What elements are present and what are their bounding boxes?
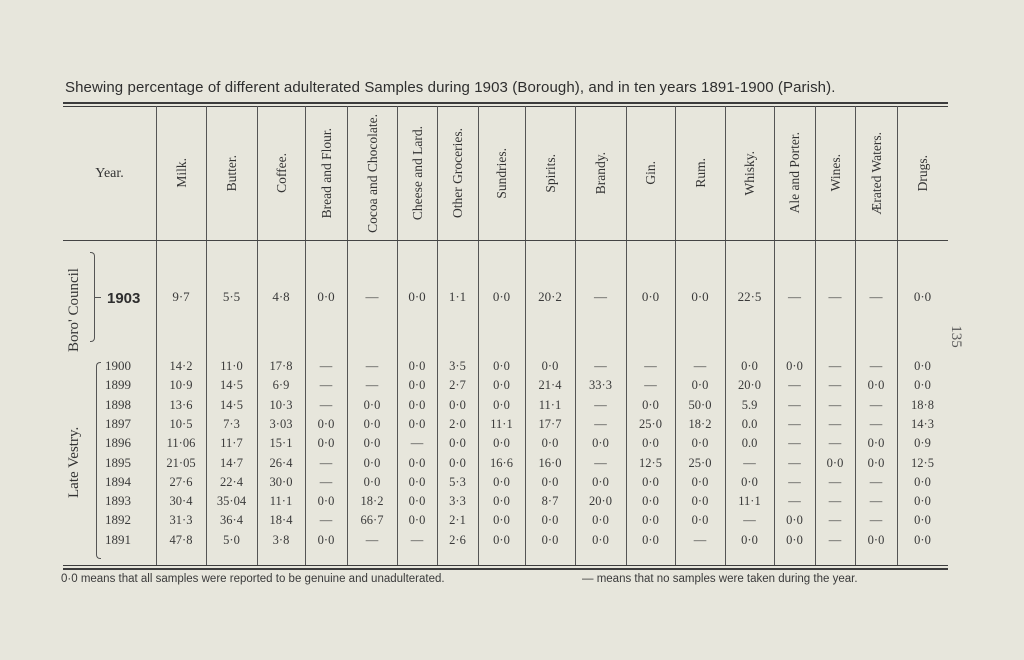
- cell-wines: 0·0: [826, 455, 844, 470]
- column-divider: [626, 106, 627, 240]
- cell-sundries: 0·0: [493, 494, 510, 509]
- column-header-cheese-and-lard: [397, 110, 437, 236]
- column-header-drugs: [897, 110, 948, 236]
- column-header-sundries: [478, 110, 525, 236]
- cell-bread-and-flour: —: [319, 359, 333, 373]
- cell-whisky: —: [743, 455, 756, 470]
- cell-sundries: 0·0: [493, 378, 510, 393]
- row-year: 1894: [105, 473, 131, 489]
- cell-aerated-waters: 0·0: [867, 378, 885, 393]
- row-year: 1892: [105, 512, 131, 528]
- cell-milk: 14·2: [169, 359, 193, 373]
- cell-bread-and-flour: —: [319, 513, 333, 528]
- cell-other-groceries: 1·1: [448, 289, 467, 304]
- cell-other-groceries: 0·0: [449, 436, 466, 451]
- cell-ale-and-porter: 0·0: [786, 359, 803, 373]
- cell-rum: 0·0: [691, 289, 709, 304]
- cell-bread-and-flour: 0·0: [317, 494, 335, 509]
- row-year: 1896: [105, 435, 131, 451]
- cell-coffee: 15·1: [269, 436, 293, 451]
- column-header-gin: [626, 110, 675, 236]
- cell-ale-and-porter: —: [788, 455, 801, 470]
- cell-brandy: 20·0: [589, 494, 612, 509]
- cell-gin: 0·0: [642, 397, 659, 412]
- cell-drugs: 0·0: [914, 378, 931, 393]
- cell-cocoa-and-chocolate: 66·7: [360, 513, 384, 528]
- column-divider: [815, 106, 816, 240]
- cell-rum: 0·0: [691, 494, 709, 509]
- cell-sundries: 0·0: [493, 474, 510, 489]
- cell-wines: —: [828, 397, 842, 412]
- cell-rum: 0·0: [691, 474, 709, 489]
- cell-aerated-waters: —: [869, 397, 883, 412]
- cell-drugs: 0·0: [914, 532, 931, 547]
- cell-coffee: 6·9: [272, 378, 290, 393]
- cell-wines: —: [828, 474, 842, 489]
- cell-butter: 5·5: [222, 289, 241, 304]
- brace-borough-tick: [95, 297, 101, 298]
- cell-whisky: 22·5: [737, 289, 762, 304]
- cell-whisky: 0.0: [741, 416, 758, 431]
- top-rule: [63, 102, 948, 104]
- column-header-aerated-waters: [855, 110, 897, 236]
- column-divider: [525, 106, 526, 240]
- cell-bread-and-flour: —: [319, 378, 333, 393]
- cell-wines: —: [828, 378, 842, 393]
- cell-bread-and-flour: 0·0: [317, 416, 335, 431]
- column-divider: [257, 106, 258, 240]
- column-header-label: Ale and Porter.: [787, 132, 802, 214]
- cell-coffee: 3·03: [269, 416, 293, 431]
- row-year: 1893: [105, 493, 131, 509]
- cell-drugs: 18·8: [911, 397, 934, 412]
- column-divider: [397, 106, 398, 240]
- cell-sundries: 0·0: [492, 289, 511, 304]
- cell-bread-and-flour: 0·0: [317, 289, 335, 304]
- column-divider: [897, 106, 898, 240]
- cell-sundries: 0·0: [493, 397, 510, 412]
- cell-coffee: 4·8: [272, 289, 290, 304]
- cell-drugs: 0·0: [914, 494, 931, 509]
- cell-brandy: 0·0: [592, 474, 609, 489]
- cell-cocoa-and-chocolate: 0·0: [363, 436, 381, 451]
- cell-rum: 0·0: [691, 378, 709, 393]
- column-divider: [347, 106, 348, 240]
- cell-spirits: 0·0: [541, 513, 559, 528]
- row-year: 1897: [105, 415, 131, 431]
- cell-aerated-waters: 0·0: [867, 532, 885, 547]
- column-divider: [774, 106, 775, 240]
- column-divider: [156, 106, 157, 240]
- column-header-label: Drugs.: [915, 154, 930, 192]
- column-divider: [725, 106, 726, 240]
- cell-milk: 30·4: [169, 494, 193, 509]
- row-year: 1900: [105, 358, 131, 373]
- cell-bread-and-flour: —: [319, 455, 333, 470]
- row-year: 1891: [105, 531, 131, 547]
- column-divider: [478, 106, 479, 240]
- year-column-header: Year.: [95, 166, 124, 181]
- column-header-label: Coffee.: [273, 153, 289, 193]
- row-year: 1898: [105, 396, 131, 412]
- cell-butter: 35·04: [216, 494, 247, 509]
- table-title: Shewing percentage of different adulterated Samples during 1903 (Borough), and in ten years 1891-1900 (Parish).: [65, 79, 836, 96]
- column-header-cocoa-and-chocolate: [347, 110, 397, 236]
- cell-cheese-and-lard: 0·0: [408, 397, 426, 412]
- cell-cocoa-and-chocolate: 0·0: [363, 455, 381, 470]
- column-header-label: Cocoa and Chocolate.: [364, 113, 380, 233]
- cell-other-groceries: 0·0: [449, 397, 466, 412]
- cell-gin: 0·0: [642, 494, 659, 509]
- cell-sundries: 11·1: [490, 416, 513, 431]
- cell-butter: 36·4: [220, 513, 243, 528]
- column-header-label: Whisky.: [742, 150, 757, 196]
- column-header-rum: [675, 110, 725, 236]
- bottom-rule-thin: [63, 565, 948, 566]
- group-label-vestry: Late Vestry.: [66, 426, 82, 498]
- cell-cocoa-and-chocolate: 18·2: [360, 494, 384, 509]
- column-header-ale-and-porter: [774, 110, 815, 236]
- cell-spirits: 11·1: [538, 397, 562, 412]
- cell-gin: 0·0: [642, 532, 659, 547]
- column-header-spirits: [525, 110, 575, 236]
- cell-rum: —: [693, 359, 707, 373]
- column-header-label: Gin.: [643, 161, 658, 185]
- cell-cocoa-and-chocolate: —: [365, 289, 379, 304]
- brace-vestry: [96, 362, 101, 559]
- cell-bread-and-flour: 0·0: [317, 436, 335, 451]
- cell-butter: 11·7: [220, 436, 243, 451]
- cell-gin: 12·5: [639, 455, 662, 470]
- column-header-label: Wines.: [827, 154, 843, 192]
- cell-rum: 0·0: [691, 513, 709, 528]
- column-header-label: Rum.: [692, 158, 708, 188]
- cell-gin: —: [644, 378, 657, 393]
- column-header-brandy: [575, 110, 626, 236]
- cell-aerated-waters: —: [869, 494, 883, 509]
- column-header-label: Cheese and Lard.: [409, 125, 425, 221]
- cell-milk: 27·6: [169, 474, 193, 489]
- column-header-label: Other Groceries.: [450, 128, 465, 218]
- cell-cheese-and-lard: 0·0: [408, 474, 426, 489]
- column-header-label: Ærated Waters.: [868, 131, 884, 215]
- cell-butter: 14·7: [220, 455, 243, 470]
- cell-cheese-and-lard: —: [410, 532, 424, 547]
- cell-other-groceries: 5·3: [449, 474, 466, 489]
- bottom-rule: [63, 568, 948, 570]
- cell-ale-and-porter: —: [788, 378, 801, 393]
- cell-milk: 21·05: [166, 455, 196, 470]
- column-header-other-groceries: [437, 110, 478, 236]
- cell-sundries: 0·0: [493, 359, 510, 373]
- cell-butter: 22·4: [220, 474, 243, 489]
- cell-milk: 13·6: [169, 397, 193, 412]
- cell-aerated-waters: —: [869, 474, 883, 489]
- footnote-genuine: 0·0 means that all samples were reported to be genuine and unadulterated.: [61, 573, 445, 585]
- cell-other-groceries: 3·5: [449, 359, 466, 373]
- cell-gin: 0·0: [642, 436, 659, 451]
- cell-milk: 11·06: [166, 436, 196, 451]
- cell-drugs: 0·9: [914, 436, 931, 451]
- cell-wines: —: [828, 532, 842, 547]
- column-header-milk: [156, 110, 206, 236]
- cell-drugs: 12·5: [911, 455, 934, 470]
- cell-other-groceries: 2·0: [449, 416, 466, 431]
- cell-other-groceries: 3·3: [449, 494, 466, 509]
- cell-whisky: 0·0: [741, 474, 758, 489]
- cell-ale-and-porter: —: [788, 397, 801, 412]
- cell-other-groceries: 2·7: [449, 378, 466, 393]
- cell-rum: 18·2: [688, 416, 712, 431]
- borough-year: 1903: [107, 290, 141, 307]
- cell-ale-and-porter: —: [788, 436, 801, 451]
- cell-bread-and-flour: 0·0: [317, 532, 335, 547]
- cell-wines: —: [828, 494, 842, 509]
- cell-sundries: 0·0: [493, 532, 510, 547]
- cell-spirits: 0·0: [541, 359, 559, 373]
- cell-aerated-waters: —: [869, 513, 883, 528]
- cell-brandy: —: [594, 455, 607, 470]
- cell-cheese-and-lard: 0·0: [408, 289, 426, 304]
- column-divider: [437, 106, 438, 240]
- cell-aerated-waters: 0·0: [867, 436, 885, 451]
- cell-brandy: —: [594, 289, 607, 304]
- cell-other-groceries: 0·0: [449, 455, 466, 470]
- cell-sundries: 0·0: [493, 436, 510, 451]
- cell-ale-and-porter: —: [788, 289, 801, 304]
- cell-coffee: 3·8: [272, 532, 290, 547]
- cell-milk: 9·7: [172, 289, 190, 304]
- cell-aerated-waters: —: [869, 289, 883, 304]
- cell-cocoa-and-chocolate: —: [365, 378, 379, 393]
- column-divider: [855, 106, 856, 240]
- cell-spirits: 16·0: [538, 455, 562, 470]
- cell-butter: 14·5: [220, 378, 243, 393]
- cell-brandy: 0·0: [592, 513, 609, 528]
- cell-spirits: 17·7: [538, 416, 562, 431]
- cell-cheese-and-lard: 0·0: [408, 494, 426, 509]
- column-divider: [305, 106, 306, 240]
- cell-drugs: 0·0: [914, 513, 931, 528]
- cell-whisky: 11·1: [738, 494, 761, 509]
- cell-butter: 5·0: [223, 532, 240, 547]
- cell-coffee: 11·1: [269, 494, 293, 509]
- cell-brandy: 0·0: [592, 532, 609, 547]
- cell-gin: 0·0: [642, 474, 659, 489]
- cell-brandy: —: [594, 416, 607, 431]
- cell-whisky: 0.0: [741, 436, 758, 451]
- cell-milk: 31·3: [169, 513, 193, 528]
- cell-ale-and-porter: —: [788, 416, 801, 431]
- cell-rum: —: [693, 532, 707, 547]
- cell-cheese-and-lard: —: [410, 436, 424, 451]
- cell-cocoa-and-chocolate: —: [365, 532, 379, 547]
- cell-gin: 0·0: [641, 289, 660, 304]
- group-label-borough: Boro' Council: [66, 268, 82, 352]
- cell-drugs: 0·0: [914, 474, 931, 489]
- cell-gin: 25·0: [639, 416, 662, 431]
- cell-coffee: 17·8: [269, 359, 293, 373]
- column-header-label: Spirits.: [542, 153, 558, 193]
- column-header-label: Sundries.: [494, 147, 509, 199]
- cell-milk: 47·8: [169, 532, 193, 547]
- column-header-bread-and-flour: [305, 110, 347, 236]
- cell-sundries: 16·6: [490, 455, 513, 470]
- cell-aerated-waters: —: [869, 359, 883, 373]
- column-header-label: Brandy.: [593, 151, 608, 195]
- cell-wines: —: [828, 513, 842, 528]
- page-number: 135: [947, 325, 964, 348]
- cell-cocoa-and-chocolate: —: [365, 359, 379, 373]
- cell-wines: —: [828, 359, 842, 373]
- cell-rum: 25·0: [688, 455, 712, 470]
- cell-brandy: —: [594, 359, 607, 373]
- cell-cheese-and-lard: 0·0: [408, 416, 426, 431]
- cell-cheese-and-lard: 0·0: [408, 378, 426, 393]
- cell-drugs: 0·0: [913, 289, 932, 304]
- cell-butter: 14·5: [220, 397, 243, 412]
- cell-spirits: 20·2: [538, 289, 562, 304]
- cell-whisky: 0·0: [741, 359, 758, 373]
- cell-spirits: 21·4: [538, 378, 562, 393]
- cell-other-groceries: 2·1: [449, 513, 466, 528]
- column-header-label: Bread and Flour.: [318, 127, 334, 219]
- cell-whisky: 0·0: [741, 532, 758, 547]
- cell-aerated-waters: 0·0: [867, 455, 885, 470]
- cell-drugs: 0·0: [914, 359, 931, 373]
- cell-rum: 50·0: [688, 397, 712, 412]
- cell-sundries: 0·0: [493, 513, 510, 528]
- column-header-whisky: [725, 110, 774, 236]
- cell-rum: 0·0: [691, 436, 709, 451]
- column-header-coffee: [257, 110, 305, 236]
- cell-spirits: 0·0: [541, 474, 559, 489]
- cell-aerated-waters: —: [869, 416, 883, 431]
- cell-spirits: 0·0: [541, 436, 559, 451]
- cell-cocoa-and-chocolate: 0·0: [363, 397, 381, 412]
- cell-cheese-and-lard: 0·0: [408, 359, 426, 373]
- column-divider: [206, 106, 207, 240]
- cell-ale-and-porter: 0·0: [786, 513, 803, 528]
- cell-whisky: 5.9: [741, 397, 758, 412]
- cell-butter: 11·0: [220, 359, 243, 373]
- column-header-label: Butter.: [224, 154, 239, 192]
- cell-bread-and-flour: —: [319, 397, 333, 412]
- cell-coffee: 10·3: [269, 397, 293, 412]
- column-divider: [575, 106, 576, 240]
- cell-brandy: 0·0: [592, 436, 609, 451]
- cell-coffee: 26·4: [269, 455, 293, 470]
- cell-milk: 10·9: [169, 378, 193, 393]
- cell-gin: 0·0: [642, 513, 659, 528]
- cell-gin: —: [644, 359, 657, 373]
- cell-wines: —: [828, 436, 842, 451]
- cell-butter: 7·3: [223, 416, 240, 431]
- cell-ale-and-porter: 0·0: [786, 532, 803, 547]
- column-header-wines: [815, 110, 855, 236]
- cell-milk: 10·5: [169, 416, 193, 431]
- cell-coffee: 18·4: [269, 513, 293, 528]
- column-header-butter: [206, 110, 257, 236]
- cell-whisky: 20·0: [738, 378, 761, 393]
- row-year: 1899: [105, 377, 131, 393]
- column-divider: [675, 106, 676, 240]
- cell-wines: —: [828, 289, 842, 304]
- cell-drugs: 14·3: [911, 416, 934, 431]
- cell-cheese-and-lard: 0·0: [408, 513, 426, 528]
- cell-cocoa-and-chocolate: 0·0: [363, 474, 381, 489]
- cell-cocoa-and-chocolate: 0·0: [363, 416, 381, 431]
- row-year: 1895: [105, 454, 131, 470]
- column-header-label: Milk.: [173, 158, 189, 188]
- cell-brandy: 33·3: [589, 378, 612, 393]
- cell-wines: —: [828, 416, 842, 431]
- cell-ale-and-porter: —: [788, 474, 801, 489]
- cell-spirits: 0·0: [541, 532, 559, 547]
- cell-ale-and-porter: —: [788, 494, 801, 509]
- cell-bread-and-flour: —: [319, 474, 333, 489]
- cell-brandy: —: [594, 397, 607, 412]
- cell-other-groceries: 2·6: [449, 532, 466, 547]
- cell-coffee: 30·0: [269, 474, 293, 489]
- cell-spirits: 8·7: [541, 494, 559, 509]
- cell-cheese-and-lard: 0·0: [408, 455, 426, 470]
- footnote-no-samples: — means that no samples were taken during the year.: [582, 573, 858, 585]
- cell-whisky: —: [743, 513, 756, 528]
